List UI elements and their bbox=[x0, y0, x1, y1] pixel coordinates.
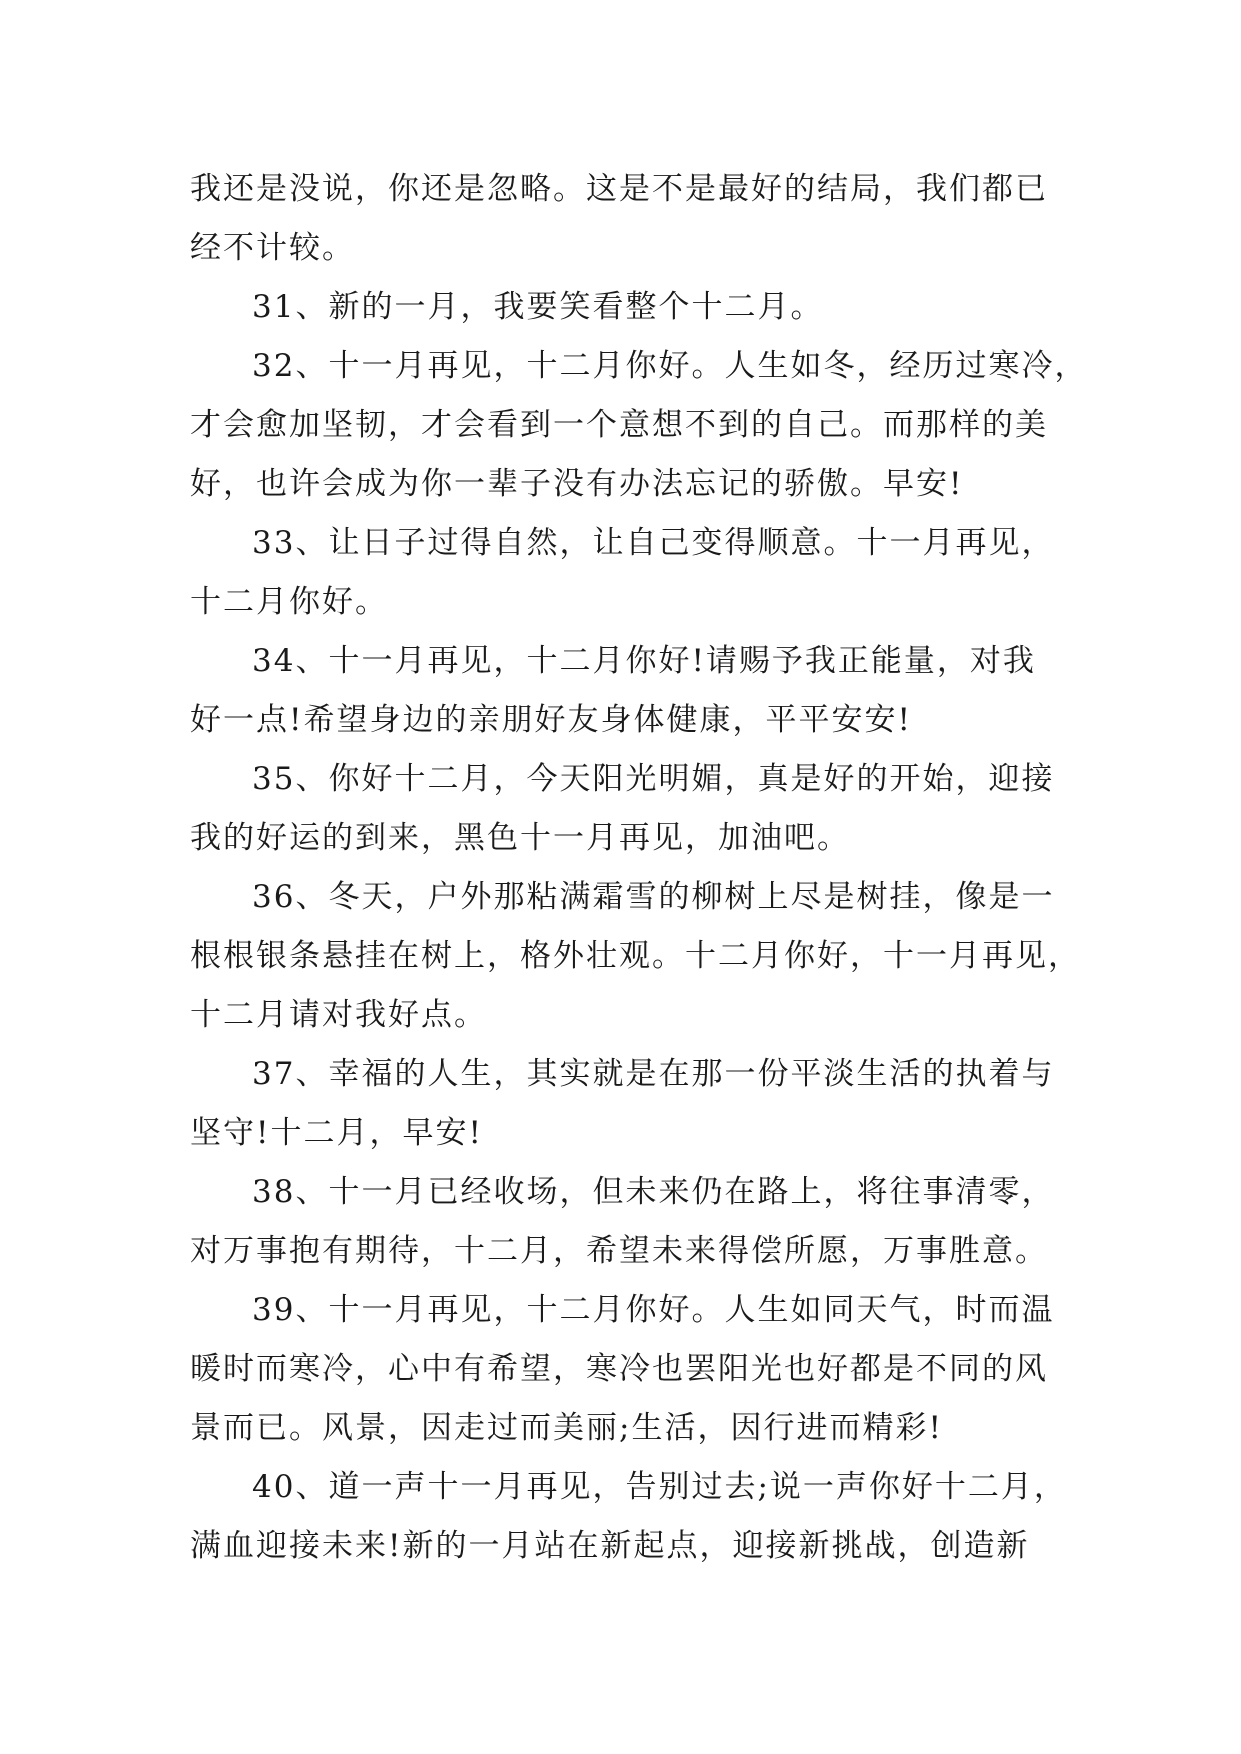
text-line: 好一点!希望身边的亲朋好友身体健康，平平安安! bbox=[190, 702, 912, 738]
text-line: 我还是没说，你还是忽略。这是不是最好的结局，我们都已 bbox=[190, 171, 1048, 207]
text-line: 31、新的一月，我要笑看整个十二月。 bbox=[252, 289, 824, 325]
text-line: 我的好运的到来，黑色十一月再见，加油吧。 bbox=[190, 820, 850, 856]
text-line: 暖时而寒冷，心中有希望，寒冷也罢阳光也好都是不同的风 bbox=[190, 1351, 1048, 1387]
text-line: 38、十一月已经收场，但未来仍在路上，将往事清零， bbox=[252, 1174, 1055, 1210]
text-line: 32、十一月再见，十二月你好。人生如冬，经历过寒冷， bbox=[252, 348, 1088, 384]
text-line: 十二月你好。 bbox=[190, 584, 388, 620]
text-line: 37、幸福的人生，其实就是在那一份平淡生活的执着与 bbox=[252, 1056, 1055, 1092]
text-line: 根根银条悬挂在树上，格外壮观。十二月你好，十一月再见， bbox=[190, 938, 1081, 974]
text-line: 坚守!十二月，早安! bbox=[190, 1115, 483, 1151]
text-line: 34、十一月再见，十二月你好!请赐予我正能量，对我 bbox=[252, 643, 1036, 679]
text-line: 十二月请对我好点。 bbox=[190, 997, 487, 1033]
text-line: 39、十一月再见，十二月你好。人生如同天气，时而温 bbox=[252, 1292, 1055, 1328]
text-line: 才会愈加坚韧，才会看到一个意想不到的自己。而那样的美 bbox=[190, 407, 1048, 443]
text-line: 对万事抱有期待，十二月，希望未来得偿所愿，万事胜意。 bbox=[190, 1233, 1048, 1269]
text-line: 40、道一声十一月再见，告别过去;说一声你好十二月， bbox=[252, 1469, 1067, 1505]
text-line: 经不计较。 bbox=[190, 230, 355, 266]
document-body bbox=[190, 160, 1088, 1576]
text-line: 景而已。风景，因走过而美丽;生活，因行进而精彩! bbox=[190, 1410, 943, 1446]
text-line: 好，也许会成为你一辈子没有办法忘记的骄傲。早安! bbox=[190, 466, 964, 502]
text-line: 36、冬天，户外那粘满霜雪的柳树上尽是树挂，像是一 bbox=[252, 879, 1055, 915]
text-line: 33、让日子过得自然，让自己变得顺意。十一月再见， bbox=[252, 525, 1055, 561]
text-line: 满血迎接未来!新的一月站在新起点，迎接新挑战，创造新 bbox=[190, 1528, 1030, 1564]
text-line: 35、你好十二月，今天阳光明媚，真是好的开始，迎接 bbox=[252, 761, 1055, 797]
